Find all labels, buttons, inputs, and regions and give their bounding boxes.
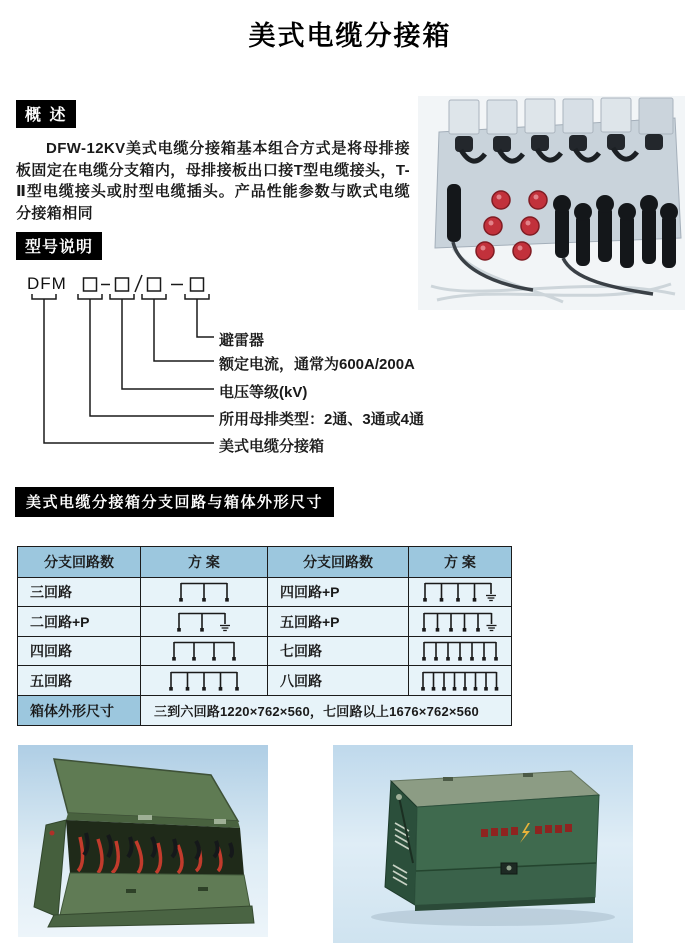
circuit-scheme [141, 666, 268, 696]
open-cabinet-illustration [18, 745, 268, 937]
model-label-voltage: 电压等级(kV) [219, 384, 308, 401]
page-title: 美式电缆分接箱 [248, 21, 452, 51]
circuit-scheme [409, 607, 512, 637]
closed-cabinet-illustration [333, 745, 633, 943]
circuit-scheme [141, 637, 268, 666]
col-header: 方 案 [141, 547, 268, 578]
model-designation-diagram [0, 268, 520, 458]
open-cabinet-photo [18, 745, 268, 937]
overview-heading: 概 述 [16, 100, 76, 128]
circuit-label: 四回路+P [268, 578, 409, 607]
circuit-label: 八回路 [268, 666, 409, 696]
table-row [18, 607, 512, 637]
model-label-arrester: 避雷器 [219, 332, 265, 349]
table-footer-row [18, 696, 512, 726]
table-row [18, 637, 512, 666]
closed-cabinet-photo [333, 745, 633, 943]
table-row [18, 666, 512, 696]
model-code-prefix: DFM [27, 274, 67, 293]
col-header: 分支回路数 [18, 547, 141, 578]
circuit-label: 三回路 [18, 578, 141, 607]
model-heading: 型号说明 [16, 232, 102, 260]
circuit-scheme [141, 607, 268, 637]
col-header: 方 案 [409, 547, 512, 578]
table-header-row [18, 547, 512, 578]
circuit-scheme [409, 637, 512, 666]
circuit-label: 四回路 [18, 637, 141, 666]
dimensions-value: 三到六回路1220×762×560，七回路以上1676×762×560 [141, 696, 512, 726]
model-label-boxtype: 美式电缆分接箱 [219, 438, 325, 455]
circuit-label: 五回路 [18, 666, 141, 696]
col-header: 分支回路数 [268, 547, 409, 578]
model-label-busbar: 所用母排类型：2通、3通或4通 [219, 411, 425, 428]
dimensions-label: 箱体外形尺寸 [18, 696, 141, 726]
circuit-scheme [409, 578, 512, 607]
circuit-scheme [141, 578, 268, 607]
table-row [18, 578, 512, 607]
overview-paragraph: DFW-12KV美式电缆分接箱基本组合方式是将母排接板固定在电缆分支箱内，母排接板出口接T型电缆接头，T-Ⅱ型电缆接头或肘型电缆插头。产品性能参数与欧式电缆分接箱相同 [16, 140, 410, 222]
circuit-scheme [409, 666, 512, 696]
circuit-label: 二回路+P [18, 607, 141, 637]
scheme-section-heading: 美式电缆分接箱分支回路与箱体外形尺寸 [15, 487, 334, 517]
circuit-label: 五回路+P [268, 607, 409, 637]
circuit-label: 七回路 [268, 637, 409, 666]
branch-circuit-table [17, 546, 512, 726]
model-label-current: 额定电流，通常为600A/200A [219, 356, 415, 373]
